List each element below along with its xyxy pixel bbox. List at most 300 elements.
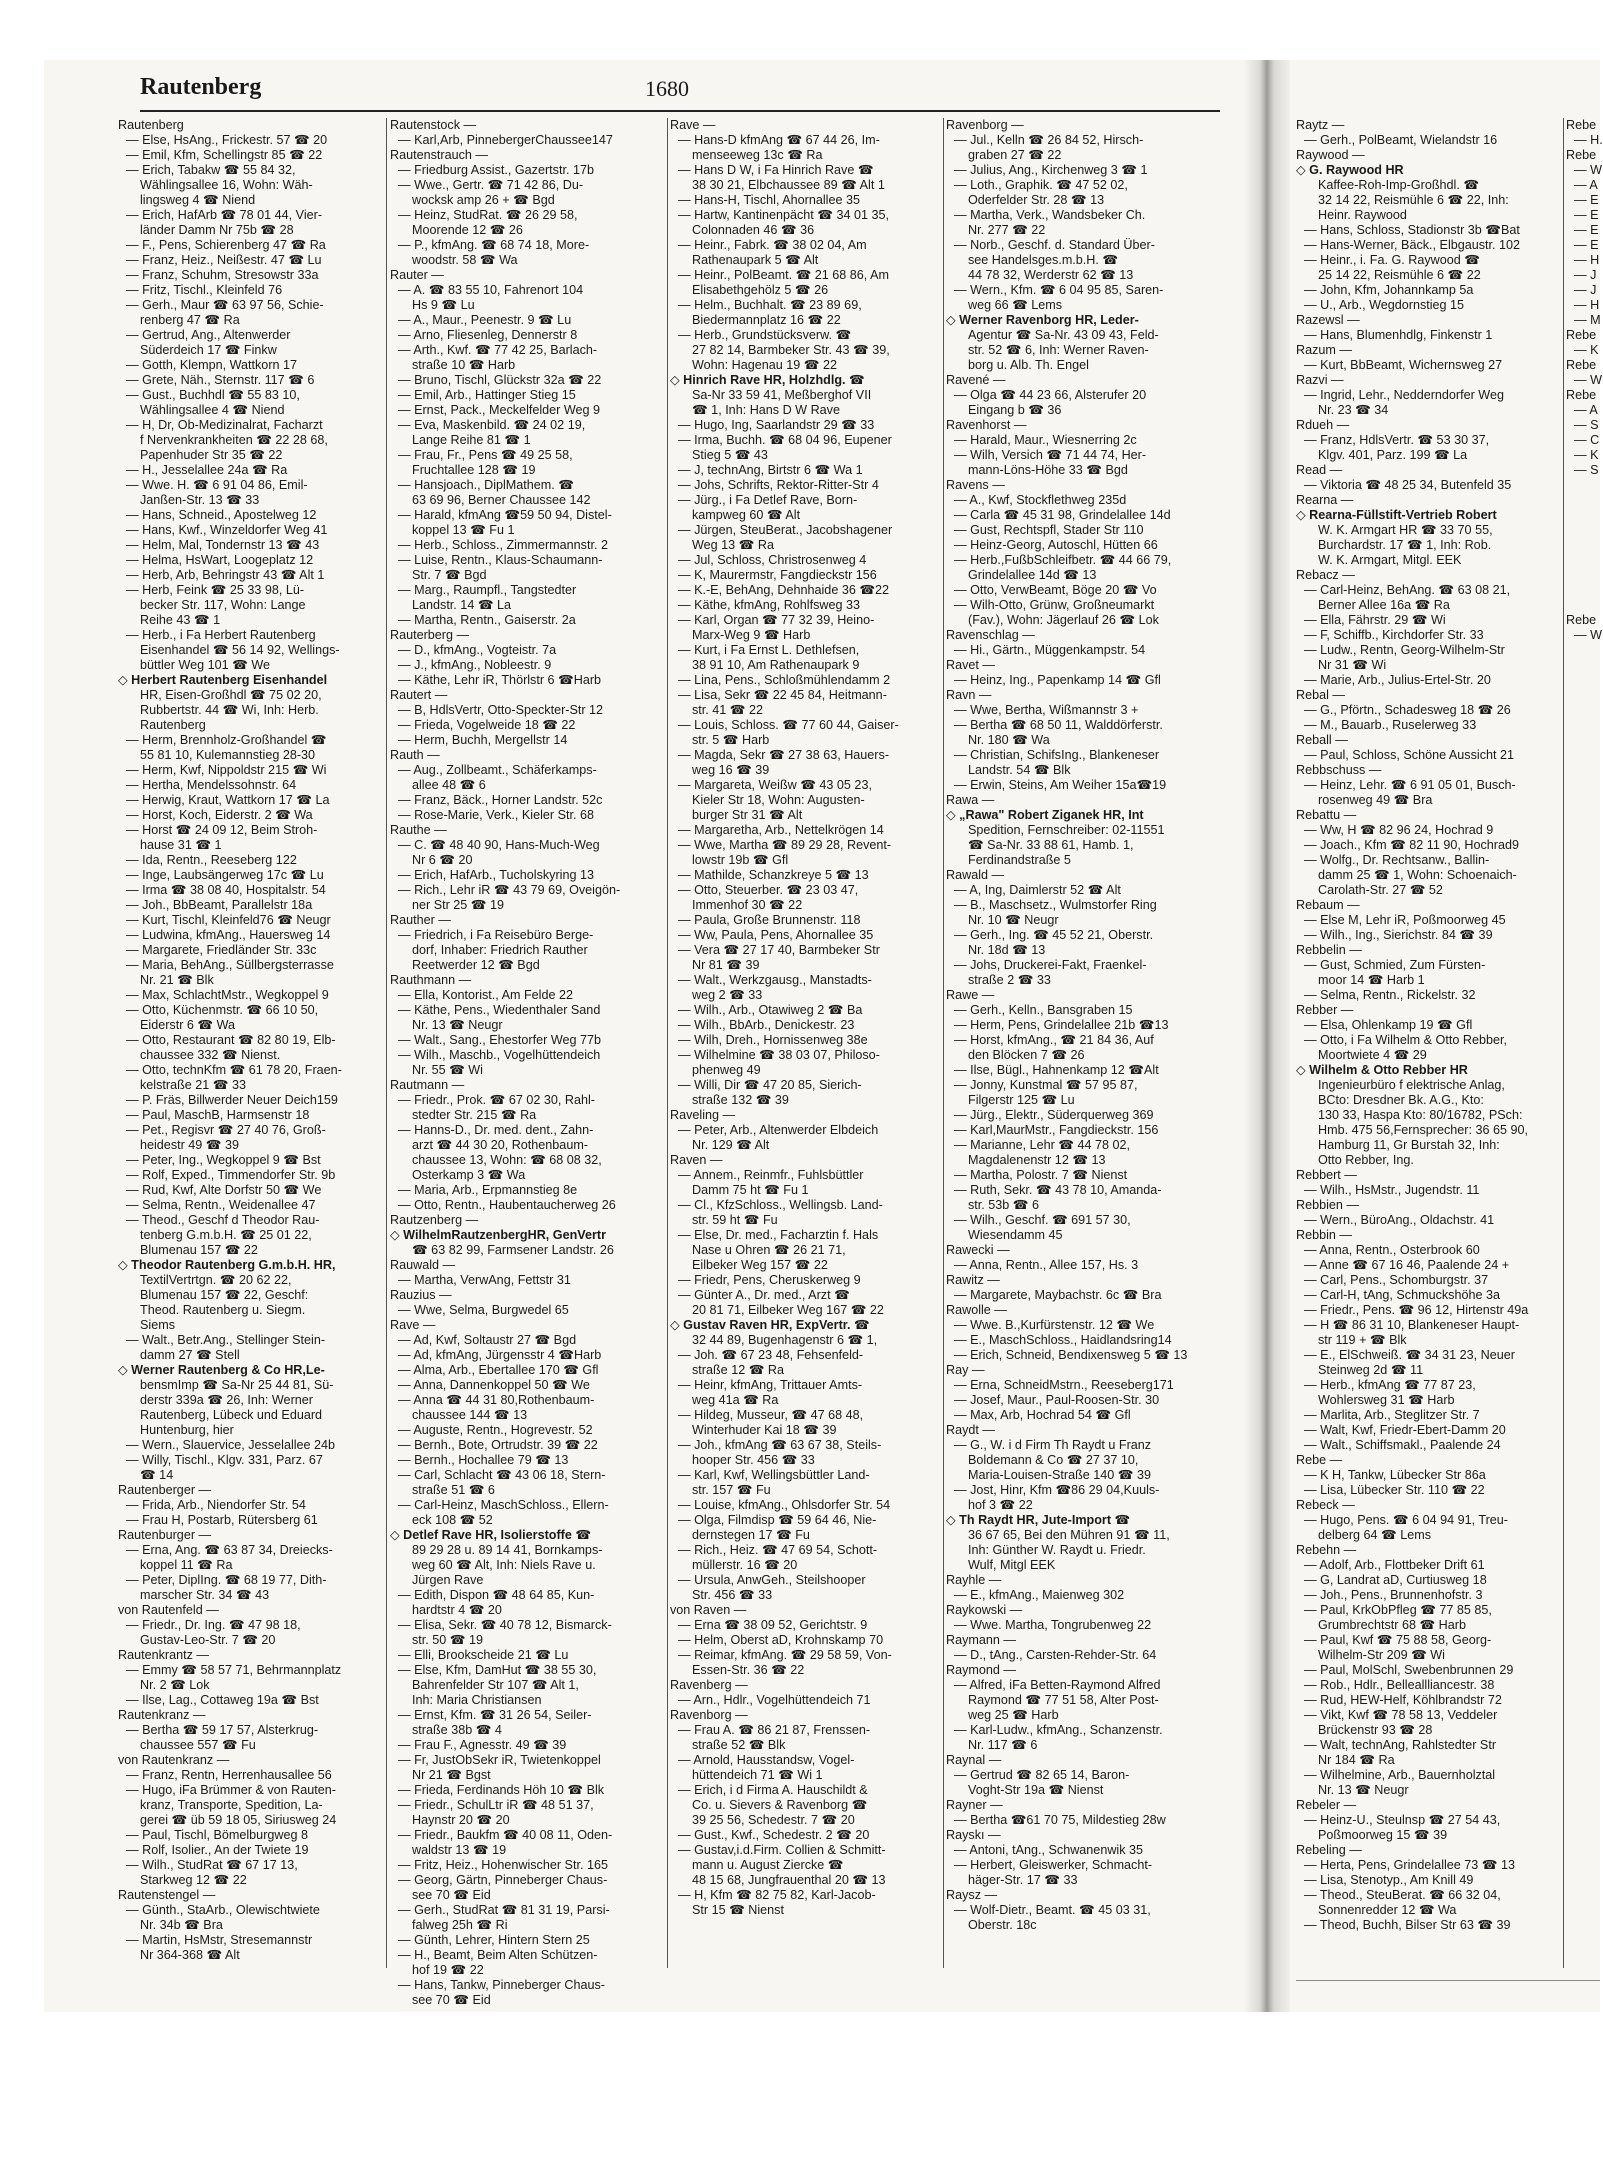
directory-entry: — H., Jesselallee 24a ☎ Ra bbox=[126, 463, 288, 477]
directory-entry: koppel 11 ☎ Ra bbox=[140, 1558, 233, 1572]
directory-entry: — Günth., StaArb., Olewischtwiete bbox=[126, 1903, 320, 1917]
directory-entry: ◇ Herbert Rautenberg Eisenhandel bbox=[118, 673, 328, 687]
column-divider bbox=[667, 118, 668, 1968]
directory-entry: — Vera ☎ 27 17 40, Barmbeker Str bbox=[678, 943, 880, 957]
directory-entry: — Else, Dr. med., Facharztin f. Hals bbox=[678, 1228, 879, 1242]
page-number: 1680 bbox=[645, 76, 689, 101]
directory-entry: Rebe bbox=[1566, 358, 1597, 372]
directory-entry: — F, Schiffb., Kirchdorfer Str. 33 bbox=[1304, 628, 1484, 642]
directory-entry: kranz, Transporte, Spedition, La- bbox=[140, 1798, 323, 1812]
directory-entry: Nr. 23 ☎ 34 bbox=[1318, 403, 1389, 417]
directory-entry: — K H, Tankw, Lübecker Str 86a bbox=[1304, 1468, 1486, 1482]
directory-entry: — Norb., Geschf. d. Standard Über- bbox=[954, 238, 1155, 252]
directory-entry: — E., kfmAng., Maienweg 302 bbox=[954, 1588, 1125, 1602]
directory-entry: — Maria, Arb., Erpmannstieg 8e bbox=[398, 1183, 578, 1197]
directory-entry: — Herm, Brennholz-Großhandel ☎ bbox=[126, 733, 327, 747]
directory-entry: 89 29 28 u. 89 14 41, Bornkamps- bbox=[412, 1543, 603, 1557]
directory-entry: — Joach., Kfm ☎ 82 11 90, Hochrad9 bbox=[1304, 838, 1519, 852]
directory-entry: — Wilhelmine ☎ 38 03 07, Philoso- bbox=[678, 1048, 880, 1062]
directory-entry: — Carl, Schlacht ☎ 43 06 18, Stern- bbox=[398, 1468, 606, 1482]
directory-entry: Voght-Str 19a ☎ Nienst bbox=[968, 1783, 1104, 1797]
directory-entry: Nr 81 ☎ 39 bbox=[692, 958, 760, 972]
directory-entry: Boldemann & Co ☎ 27 37 10, bbox=[968, 1453, 1139, 1467]
directory-entry: 20 81 71, Eilbeker Weg 167 ☎ 22 bbox=[692, 1303, 884, 1317]
directory-entry: Nr. 117 ☎ 6 bbox=[968, 1738, 1038, 1752]
directory-entry: — Inge, Laubsängerweg 17c ☎ Lu bbox=[126, 868, 324, 882]
directory-entry: Lange Reihe 81 ☎ 1 bbox=[412, 433, 531, 447]
directory-entry: Rautenberg, Lübeck und Eduard bbox=[140, 1408, 323, 1422]
directory-entry: Nr 184 ☎ Ra bbox=[1318, 1753, 1395, 1767]
directory-entry: — Karl,Arb, PinnebergerChaussee147 bbox=[398, 133, 613, 147]
directory-entry: Ravn — bbox=[946, 688, 992, 702]
directory-entry: — Otto, Rentn., Haubentaucherweg 26 bbox=[398, 1198, 616, 1212]
column-divider bbox=[943, 118, 944, 1968]
directory-entry: — Gust, Schmied, Zum Fürsten- bbox=[1304, 958, 1486, 972]
directory-entry: — Margarete, Friedländer Str. 33c bbox=[126, 943, 317, 957]
directory-entry: Rebe bbox=[1566, 118, 1597, 132]
directory-entry: — C. ☎ 48 40 90, Hans-Much-Weg bbox=[398, 838, 600, 852]
directory-entry: chaussee 332 ☎ Nienst. bbox=[140, 1048, 281, 1062]
directory-entry: — Vikt, Kwf ☎ 78 58 13, Veddeler bbox=[1304, 1708, 1498, 1722]
directory-entry: see 70 ☎ Eid bbox=[412, 1993, 491, 2007]
directory-entry: — K bbox=[1574, 448, 1599, 462]
directory-entry: Ravenberg — bbox=[670, 1678, 748, 1692]
directory-entry: Rautenkranz — bbox=[118, 1708, 206, 1722]
directory-entry: — Friedr., Pens. ☎ 96 12, Hirtenstr 49a bbox=[1304, 1303, 1529, 1317]
directory-entry: Blumenau 157 ☎ 22 bbox=[140, 1243, 258, 1257]
directory-entry: — Arn., Hdlr., Vogelhüttendeich 71 bbox=[678, 1693, 871, 1707]
directory-entry: — Wwe. B.,Kurfürstenstr. 12 ☎ We bbox=[954, 1318, 1155, 1332]
directory-entry: W. K. Armgart, Mitgl. EEK bbox=[1318, 553, 1462, 567]
directory-entry: 38 30 21, Elbchaussee 89 ☎ Alt 1 bbox=[692, 178, 885, 192]
directory-entry: — Eva, Maskenbild. ☎ 24 02 19, bbox=[398, 418, 586, 432]
directory-entry: — Fritz, Tischl., Kleinfeld 76 bbox=[126, 283, 283, 297]
directory-entry: — Elisa, Sekr. ☎ 40 78 12, Bismarck- bbox=[398, 1618, 612, 1632]
directory-entry: — Günter A., Dr. med., Arzt ☎ bbox=[678, 1288, 850, 1302]
directory-entry: Raykowski — bbox=[946, 1603, 1023, 1617]
directory-entry: — Bernh., Bote, Ortrudstr. 39 ☎ 22 bbox=[398, 1438, 598, 1452]
directory-entry: — A., Kwf, Stockflethweg 235d bbox=[954, 493, 1127, 507]
directory-entry: — Ernst, Pack., Meckelfelder Weg 9 bbox=[398, 403, 601, 417]
directory-entry: Razum — bbox=[1296, 343, 1352, 357]
directory-entry bbox=[1566, 478, 1600, 493]
directory-entry: — Hildeg, Musseur, ☎ 47 68 48, bbox=[678, 1408, 864, 1422]
directory-entry: — Frau H, Postarb, Rütersberg 61 bbox=[126, 1513, 318, 1527]
directory-entry: — Pet., Regisvr ☎ 27 40 76, Groß- bbox=[126, 1123, 326, 1137]
directory-entry: — Annem., Reinmfr., Fuhlsbüttler bbox=[678, 1168, 864, 1182]
directory-entry: — Irma ☎ 38 08 40, Hospitalstr. 54 bbox=[126, 883, 326, 897]
directory-entry: — Lisa, Lübecker Str. 110 ☎ 22 bbox=[1304, 1483, 1485, 1497]
directory-entry: — E., MaschSchloss., Haidlandsring14 bbox=[954, 1333, 1172, 1347]
directory-entry: Razewsl — bbox=[1296, 313, 1360, 327]
directory-entry: — Horst, Koch, Eiderstr. 2 ☎ Wa bbox=[126, 808, 313, 822]
directory-entry: — Heinr., i. Fa. G. Raywood ☎ bbox=[1304, 253, 1480, 267]
directory-entry: — Ruth, Sekr. ☎ 43 78 10, Amanda- bbox=[954, 1183, 1162, 1197]
directory-entry: — Herb., Schloss., Zimmermannstr. 2 bbox=[398, 538, 608, 552]
bottom-rule bbox=[1296, 1980, 1600, 1981]
directory-entry: — Rose-Marie, Verk., Kieler Str. 68 bbox=[398, 808, 594, 822]
directory-entry: — Ingrid, Lehr., Nedderndorfer Weg bbox=[1304, 388, 1504, 402]
directory-entry: Ingenieurbüro f elektrische Anlag, bbox=[1318, 1078, 1505, 1092]
directory-entry: Rebbelin — bbox=[1296, 943, 1362, 957]
directory-entry: Theod. Rautenberg u. Siegm. bbox=[140, 1303, 306, 1317]
directory-entry: — E bbox=[1574, 223, 1599, 237]
directory-entry: — Wern., Kfm. ☎ 6 04 95 85, Saren- bbox=[954, 283, 1164, 297]
directory-entry: Raven — bbox=[670, 1153, 723, 1167]
directory-entry: burger Str 31 ☎ Alt bbox=[692, 808, 803, 822]
directory-entry: — M bbox=[1574, 313, 1601, 327]
directory-entry: ◇ Werner Ravenborg HR, Leder- bbox=[946, 313, 1139, 327]
directory-entry: — Frieda, Vogelweide 18 ☎ 22 bbox=[398, 718, 576, 732]
directory-entry: — Willy, Tischl., Klgv. 331, Parz. 67 bbox=[126, 1453, 323, 1467]
directory-entry: Klgv. 401, Parz. 199 ☎ La bbox=[1318, 448, 1468, 462]
directory-column-1 bbox=[118, 118, 380, 1978]
directory-entry: — Carl, Pens., Schomburgstr. 37 bbox=[1304, 1273, 1489, 1287]
directory-entry: büttler Weg 101 ☎ We bbox=[140, 658, 271, 672]
directory-entry: Siems bbox=[140, 1318, 175, 1332]
directory-entry: — Karl, Organ ☎ 77 32 39, Heino- bbox=[678, 613, 875, 627]
directory-entry: — Martin, HsMstr, Stresemannstr bbox=[126, 1933, 313, 1947]
directory-entry: — Reimar, kfmAng. ☎ 29 58 59, Von- bbox=[678, 1648, 892, 1662]
directory-entry: — Margareta, Weißw ☎ 43 05 23, bbox=[678, 778, 872, 792]
directory-entry: — Bertha ☎ 59 17 57, Alsterkrug- bbox=[126, 1723, 319, 1737]
directory-entry bbox=[1566, 538, 1600, 553]
directory-entry: ◇ G. Raywood HR bbox=[1296, 163, 1404, 177]
directory-entry: — J., kfmAng., Nobleestr. 9 bbox=[398, 658, 552, 672]
directory-entry: — Joh. ☎ 67 23 48, Fehsenfeld- bbox=[678, 1348, 864, 1362]
directory-entry: — Hans, Tankw, Pinneberger Chaus- bbox=[398, 1978, 605, 1992]
directory-entry: — Käthe, Pens., Wiedenthaler Sand bbox=[398, 1003, 601, 1017]
directory-entry: — Hans, Blumenhdlg, Finkenstr 1 bbox=[1304, 328, 1493, 342]
directory-entry: Nr. 10 ☎ Neugr bbox=[968, 913, 1059, 927]
directory-entry: Wählingsallee 4 ☎ Niend bbox=[140, 403, 285, 417]
directory-entry: — Wilhelmine, Arb., Bauernholztal bbox=[1304, 1768, 1496, 1782]
directory-entry bbox=[1566, 583, 1600, 598]
directory-entry: — J, technAng, Birtstr 6 ☎ Wa 1 bbox=[678, 463, 863, 477]
directory-entry: f Nervenkrankheiten ☎ 22 28 68, bbox=[140, 433, 328, 447]
directory-entry: müllerstr. 16 ☎ 20 bbox=[692, 1558, 798, 1572]
directory-entry: — Gerh., Kelln., Bansgraben 15 bbox=[954, 1003, 1133, 1017]
directory-entry: — Willi, Dir ☎ 47 20 85, Sierich- bbox=[678, 1078, 862, 1092]
directory-entry: — Julius, Ang., Kirchenweg 3 ☎ 1 bbox=[954, 163, 1148, 177]
directory-entry: Rebe bbox=[1566, 328, 1597, 342]
directory-entry: weg 16 ☎ 39 bbox=[692, 763, 770, 777]
directory-entry: Rauthmann — bbox=[390, 973, 472, 987]
directory-entry: — Wilh., Geschf. ☎ 691 57 30, bbox=[954, 1213, 1131, 1227]
directory-entry: — Walt, technAng, Rahlstedter Str bbox=[1304, 1738, 1497, 1752]
directory-entry: — Ww, H ☎ 82 96 24, Hochrad 9 bbox=[1304, 823, 1494, 837]
directory-entry: — Otto, Restaurant ☎ 82 80 19, Elb- bbox=[126, 1033, 336, 1047]
directory-entry: — Jonny, Kunstmal ☎ 57 95 87, bbox=[954, 1078, 1138, 1092]
directory-entry: Ravet — bbox=[946, 658, 995, 672]
directory-entry: — Erich, HafArb., Tucholskyring 13 bbox=[398, 868, 594, 882]
directory-entry: Nr 6 ☎ 20 bbox=[412, 853, 473, 867]
directory-entry: Reihe 43 ☎ 1 bbox=[140, 613, 221, 627]
directory-entry: Str. 456 ☎ 33 bbox=[692, 1588, 773, 1602]
directory-entry: 55 81 10, Kulemannstieg 28-30 bbox=[140, 748, 316, 762]
directory-column-6-cropped bbox=[1566, 118, 1603, 1978]
directory-entry: Raytz — bbox=[1296, 118, 1345, 132]
directory-entry: Rautenberg bbox=[118, 118, 184, 132]
directory-entry: straße 12 ☎ Ra bbox=[692, 1363, 784, 1377]
directory-entry: ☎ 14 bbox=[140, 1468, 174, 1482]
directory-entry: Starkweg 12 ☎ 22 bbox=[140, 1873, 247, 1887]
directory-entry: Otto Rebber, Ing. bbox=[1318, 1153, 1414, 1167]
directory-entry: Nr. 21 ☎ Blk bbox=[140, 973, 214, 987]
directory-column-4 bbox=[946, 118, 1228, 1978]
directory-entry: Rautzenberg — bbox=[390, 1213, 479, 1227]
directory-entry: — Heinz, Ing., Papenkamp 14 ☎ Gfl bbox=[954, 673, 1161, 687]
directory-entry: — Louise, kfmAng., Ohlsdorfer Str. 54 bbox=[678, 1498, 891, 1512]
directory-entry: — Selma, Rentn., Weidenallee 47 bbox=[126, 1198, 316, 1212]
directory-entry: Nr. 13 ☎ Neugr bbox=[412, 1018, 503, 1032]
directory-entry: Raysz — bbox=[946, 1888, 998, 1902]
directory-entry: — Arth., Kwf. ☎ 77 42 25, Barlach- bbox=[398, 343, 598, 357]
directory-entry: Rautmann — bbox=[390, 1078, 465, 1092]
directory-entry: — Herb., i Fa Herbert Rautenberg bbox=[126, 628, 316, 642]
directory-entry: Stieg 5 ☎ 43 bbox=[692, 448, 768, 462]
directory-entry: Fruchtallee 128 ☎ 19 bbox=[412, 463, 536, 477]
directory-entry: — Josef, Maur., Paul-Roosen-Str. 30 bbox=[954, 1393, 1160, 1407]
directory-entry: stedter Str. 215 ☎ Ra bbox=[412, 1108, 537, 1122]
directory-entry: — Bernh., Hochallee 79 ☎ 13 bbox=[398, 1453, 569, 1467]
directory-entry: — Harald, Maur., Wiesnerring 2c bbox=[954, 433, 1137, 447]
directory-entry: — Theod., SteuBerat. ☎ 66 32 04, bbox=[1304, 1888, 1501, 1902]
directory-entry: — F., Pens, Schierenberg 47 ☎ Ra bbox=[126, 238, 326, 252]
directory-entry: — Hertha, Mendelssohnstr. 64 bbox=[126, 778, 297, 792]
directory-entry: — Bruno, Tischl, Glückstr 32a ☎ 22 bbox=[398, 373, 602, 387]
directory-entry: Weg 13 ☎ Ra bbox=[692, 538, 774, 552]
directory-entry: tenberg G.m.b.H. ☎ 25 01 22, bbox=[140, 1228, 312, 1242]
directory-entry: — Ad, Kwf, Soltaustr 27 ☎ Bgd bbox=[398, 1333, 577, 1347]
directory-entry: Rebber — bbox=[1296, 1003, 1354, 1017]
directory-entry: — Herwig, Kraut, Wattkorn 17 ☎ La bbox=[126, 793, 330, 807]
directory-entry: — Peter, DiplIng. ☎ 68 19 77, Dith- bbox=[126, 1573, 327, 1587]
directory-entry: — Johs, Druckerei-Fakt, Fraenkel- bbox=[954, 958, 1147, 972]
directory-entry: — Helm, Mal, Tondernstr 13 ☎ 43 bbox=[126, 538, 320, 552]
directory-entry: — P., kfmAng. ☎ 68 74 18, More- bbox=[398, 238, 590, 252]
directory-entry: — Walt., Betr.Ang., Stellinger Stein- bbox=[126, 1333, 326, 1347]
directory-entry: Landstr. 54 ☎ Blk bbox=[968, 763, 1071, 777]
directory-entry: 27 82 14, Barmbeker Str. 43 ☎ 39, bbox=[692, 343, 890, 357]
directory-entry: Wählingsallee 16, Wohn: Wäh- bbox=[140, 178, 313, 192]
directory-entry: — Marg., Raumpfl., Tangstedter bbox=[398, 583, 577, 597]
directory-entry: — Friedr., Prok. ☎ 67 02 30, Rahl- bbox=[398, 1093, 595, 1107]
directory-entry bbox=[1566, 523, 1600, 538]
directory-entry: — E bbox=[1574, 238, 1599, 252]
directory-entry: — Jost, Hinr, Kfm ☎86 29 04,Kuuls- bbox=[954, 1483, 1160, 1497]
directory-entry: — Grete, Näh., Sternstr. 117 ☎ 6 bbox=[126, 373, 315, 387]
directory-entry: Raymond — bbox=[946, 1663, 1016, 1677]
directory-entry: — Louis, Schloss. ☎ 77 60 44, Gaiser- bbox=[678, 718, 899, 732]
directory-entry: Heinr. Raywood bbox=[1318, 208, 1407, 222]
directory-entry: länder Damm Nr 75b ☎ 28 bbox=[140, 223, 294, 237]
directory-entry: moor 14 ☎ Harb 1 bbox=[1318, 973, 1425, 987]
directory-entry: — Irma, Buchh. ☎ 68 04 96, Eupener bbox=[678, 433, 892, 447]
directory-entry: — Ursula, AnwGeh., Steilshooper bbox=[678, 1573, 866, 1587]
directory-entry: — A bbox=[1574, 178, 1598, 192]
directory-entry: — Wilh., Ing., Sierichstr. 84 ☎ 39 bbox=[1304, 928, 1493, 942]
directory-entry: — Viktoria ☎ 48 25 34, Butenfeld 35 bbox=[1304, 478, 1512, 492]
directory-entry: hof 19 ☎ 22 bbox=[412, 1963, 484, 1977]
directory-entry: — Magda, Sekr ☎ 27 38 63, Hauers- bbox=[678, 748, 889, 762]
directory-entry: Süderdeich 17 ☎ Finkw bbox=[140, 343, 277, 357]
directory-entry: Rauth — bbox=[390, 748, 440, 762]
directory-entry: straße 51 ☎ 6 bbox=[412, 1483, 495, 1497]
directory-entry: — Max, Arb, Hochrad 54 ☎ Gfl bbox=[954, 1408, 1131, 1422]
directory-entry: — Loth., Graphik. ☎ 47 52 02, bbox=[954, 178, 1128, 192]
directory-entry: — D., kfmAng., Vogteistr. 7a bbox=[398, 643, 557, 657]
directory-entry: Rautenstengel — bbox=[118, 1888, 216, 1902]
directory-entry: — Georg, Gärtn, Pinneberger Chaus- bbox=[398, 1873, 608, 1887]
directory-entry: — B., Maschsetz., Wulmstorfer Ring bbox=[954, 898, 1157, 912]
directory-entry bbox=[1566, 598, 1600, 613]
directory-entry: — Rob., Hdlr., Belleallliancestr. 38 bbox=[1304, 1678, 1495, 1692]
directory-entry: derstr 339a ☎ 26, Inh: Werner bbox=[140, 1393, 313, 1407]
directory-entry: — Franz, Bäck., Horner Landstr. 52c bbox=[398, 793, 603, 807]
directory-entry: — Olga, Filmdisp ☎ 59 64 46, Nie- bbox=[678, 1513, 877, 1527]
directory-entry: von Rautenfeld — bbox=[118, 1603, 219, 1617]
directory-entry: weg 60 ☎ Alt, Inh: Niels Rave u. bbox=[412, 1558, 596, 1572]
directory-entry: — Rich., Lehr iR ☎ 43 79 69, Oveigön- bbox=[398, 883, 621, 897]
directory-entry: — Paul, Kwf ☎ 75 88 58, Georg- bbox=[1304, 1633, 1492, 1647]
directory-entry: dorf, Inhaber: Friedrich Rauther bbox=[412, 943, 588, 957]
directory-entry: lingsweg 4 ☎ Niend bbox=[140, 193, 256, 207]
directory-entry: Rebe — bbox=[1296, 1453, 1343, 1467]
directory-entry: — Peter, Ing., Wegkoppel 9 ☎ Bst bbox=[126, 1153, 321, 1167]
directory-entry: — E bbox=[1574, 208, 1599, 222]
directory-entry: Essen-Str. 36 ☎ 22 bbox=[692, 1663, 805, 1677]
directory-entry: str. 41 ☎ 22 bbox=[692, 703, 763, 717]
directory-entry: — Rolf, Exped., Timmendorfer Str. 9b bbox=[126, 1168, 336, 1182]
directory-entry: Damm 75 ht ☎ Fu 1 bbox=[692, 1183, 809, 1197]
directory-entry: — Marianne, Lehr ☎ 44 78 02, bbox=[954, 1138, 1131, 1152]
directory-entry: Inh: Günther W. Raydt u. Friedr. bbox=[968, 1543, 1146, 1557]
directory-entry bbox=[1566, 493, 1600, 508]
directory-entry: von Raven — bbox=[670, 1603, 747, 1617]
directory-entry: Ravens — bbox=[946, 478, 1005, 492]
directory-entry: — Alfred, iFa Betten-Raymond Alfred bbox=[954, 1678, 1161, 1692]
directory-entry: Inh: Maria Christiansen bbox=[412, 1693, 542, 1707]
directory-entry: str. 157 ☎ Fu bbox=[692, 1483, 771, 1497]
directory-entry: — Alma, Arb., Ebertallee 170 ☎ Gfl bbox=[398, 1363, 599, 1377]
directory-entry: — Jürgen, SteuBerat., Jacobshagener bbox=[678, 523, 893, 537]
directory-entry: Steinweg 2d ☎ 11 bbox=[1318, 1363, 1424, 1377]
directory-entry: Papenhuder Str 35 ☎ 22 bbox=[140, 448, 283, 462]
directory-entry: — Joh., BbBeamt, Parallelstr 18a bbox=[126, 898, 313, 912]
directory-entry: — Hans-Werner, Bäck., Elbgaustr. 102 bbox=[1304, 238, 1521, 252]
directory-entry: — Carl-Heinz, BehAng. ☎ 63 08 21, bbox=[1304, 583, 1511, 597]
directory-entry: Kieler Str 18, Wohn: Augusten- bbox=[692, 793, 865, 807]
directory-entry: Bahrenfelder Str 107 ☎ Alt 1, bbox=[412, 1678, 579, 1692]
directory-entry: woodstr. 58 ☎ Wa bbox=[412, 253, 518, 267]
directory-entry: ☎ Sa-Nr. 33 88 61, Hamb. 1, bbox=[968, 838, 1134, 852]
directory-entry: — Wwe, Bertha, Wißmannstr 3 + bbox=[954, 703, 1139, 717]
directory-entry: Osterkamp 3 ☎ Wa bbox=[412, 1168, 526, 1182]
directory-entry: — Erich, i d Firma A. Hauschildt & bbox=[678, 1783, 868, 1797]
directory-entry: Rebbin — bbox=[1296, 1228, 1353, 1242]
directory-entry: Razvi — bbox=[1296, 373, 1344, 387]
directory-entry: delberg 64 ☎ Lems bbox=[1318, 1528, 1431, 1542]
directory-entry: — Gerh., StudRat ☎ 81 31 19, Parsi- bbox=[398, 1903, 610, 1917]
directory-entry: — Antoni, tAng., Schwanenwik 35 bbox=[954, 1843, 1144, 1857]
directory-entry: hause 31 ☎ 1 bbox=[140, 838, 222, 852]
directory-entry: Maria-Louisen-Straße 140 ☎ 39 bbox=[968, 1468, 1151, 1482]
directory-entry: hardtstr 4 ☎ 20 bbox=[412, 1603, 502, 1617]
directory-entry: Winterhuder Kai 18 ☎ 39 bbox=[692, 1423, 837, 1437]
directory-entry: Brückenstr 93 ☎ 28 bbox=[1318, 1723, 1433, 1737]
directory-entry: — Max, SchlachtMstr., Wegkoppel 9 bbox=[126, 988, 329, 1002]
directory-entry: — Emil, Arb., Hattinger Stieg 15 bbox=[398, 388, 576, 402]
directory-entry: Rauterberg — bbox=[390, 628, 470, 642]
directory-entry: — Friedr., Baukfm ☎ 40 08 11, Oden- bbox=[398, 1828, 613, 1842]
directory-entry: Carolath-Str. 27 ☎ 52 bbox=[1318, 883, 1443, 897]
directory-entry: — Hans-D kfmAng ☎ 67 44 26, Im- bbox=[678, 133, 880, 147]
directory-entry: ◇ Th Raydt HR, Jute-Import ☎ bbox=[946, 1513, 1131, 1527]
directory-entry: — Else, HsAng., Frickestr. 57 ☎ 20 bbox=[126, 133, 328, 147]
directory-entry: Nr. 13 ☎ Neugr bbox=[1318, 1783, 1409, 1797]
directory-entry: Rebal — bbox=[1296, 688, 1345, 702]
directory-entry: — P. Fräs, Billwerder Neuer Deich159 bbox=[126, 1093, 338, 1107]
directory-entry: Moortwiete 4 ☎ 29 bbox=[1318, 1048, 1427, 1062]
directory-entry: Rebattu — bbox=[1296, 808, 1357, 822]
directory-entry: str 119 + ☎ Blk bbox=[1318, 1333, 1407, 1347]
directory-entry: — Wwe, Selma, Burgwedel 65 bbox=[398, 1303, 569, 1317]
directory-entry: — Bertha ☎61 70 75, Mildestieg 28w bbox=[954, 1813, 1166, 1827]
directory-entry: Grumbrechtstr 68 ☎ Harb bbox=[1318, 1618, 1466, 1632]
directory-entry: — Carl-H, tAng, Schmuckshöhe 3a bbox=[1304, 1288, 1500, 1302]
directory-entry: Rautert — bbox=[390, 688, 448, 702]
directory-entry: Rebeler — bbox=[1296, 1798, 1357, 1812]
directory-entry: Rayhle — bbox=[946, 1573, 1002, 1587]
directory-entry: allee 48 ☎ 6 bbox=[412, 778, 486, 792]
directory-entry: — Ella, Fährstr. 29 ☎ Wi bbox=[1304, 613, 1446, 627]
directory-entry: — Margaretha, Arb., Nettelkrögen 14 bbox=[678, 823, 884, 837]
directory-entry: — A bbox=[1574, 403, 1598, 417]
directory-entry: Rawecki — bbox=[946, 1243, 1010, 1257]
directory-entry: — Walt, Kwf, Friedr-Ebert-Damm 20 bbox=[1304, 1423, 1506, 1437]
directory-entry: hooper Str. 456 ☎ 33 bbox=[692, 1453, 815, 1467]
directory-entry: — Helm., Buchhalt. ☎ 23 89 69, bbox=[678, 298, 862, 312]
directory-entry: Burchardstr. 17 ☎ 1, Inh: Rob. bbox=[1318, 538, 1492, 552]
directory-entry: — Günth, Lehrer, Hintern Stern 25 bbox=[398, 1933, 590, 1947]
directory-entry: Raymann — bbox=[946, 1633, 1016, 1647]
directory-entry: Raymond ☎ 77 51 58, Alter Post- bbox=[968, 1693, 1159, 1707]
directory-entry: — Gust., Buchhdl ☎ 55 83 10, bbox=[126, 388, 300, 402]
directory-entry: Rdueh — bbox=[1296, 418, 1350, 432]
directory-entry: — Wwe. Martha, Tongrubenweg 22 bbox=[954, 1618, 1152, 1632]
directory-entry: ☎ 1, Inh: Hans D W Rave bbox=[692, 403, 840, 417]
directory-entry: lowstr 19b ☎ Gfl bbox=[692, 853, 789, 867]
directory-entry: Ravenborg — bbox=[670, 1708, 748, 1722]
directory-entry: — Herb.,FußbSchleifbetr. ☎ 44 66 79, bbox=[954, 553, 1172, 567]
directory-entry: — Theod., Geschf d Theodor Rau- bbox=[126, 1213, 320, 1227]
directory-entry: ◇ WilhelmRautzenbergHR, GenVertr bbox=[390, 1228, 607, 1242]
directory-entry: — Aug., Zollbeamt., Schäferkamps- bbox=[398, 763, 597, 777]
directory-entry: straße 52 ☎ Blk bbox=[692, 1738, 786, 1752]
directory-entry: Sa-Nr 33 59 41, Meßberghof VII bbox=[692, 388, 872, 402]
directory-entry: Poßmoorweg 15 ☎ 39 bbox=[1318, 1828, 1448, 1842]
directory-entry: arzt ☎ 44 30 20, Rothenbaum- bbox=[412, 1138, 589, 1152]
directory-entry: Raveling — bbox=[670, 1108, 736, 1122]
directory-entry: — Wilh., StudRat ☎ 67 17 13, bbox=[126, 1858, 298, 1872]
directory-entry: — C bbox=[1574, 433, 1600, 447]
directory-entry: — Friedburg Assist., Gazertstr. 17b bbox=[398, 163, 594, 177]
directory-entry: — G., Pförtn., Schadesweg 18 ☎ 26 bbox=[1304, 703, 1511, 717]
directory-entry: Str 15 ☎ Nienst bbox=[692, 1903, 784, 1917]
directory-entry: — Hans D W, i Fa Hinrich Rave ☎ bbox=[678, 163, 874, 177]
directory-entry: Rawa — bbox=[946, 793, 995, 807]
